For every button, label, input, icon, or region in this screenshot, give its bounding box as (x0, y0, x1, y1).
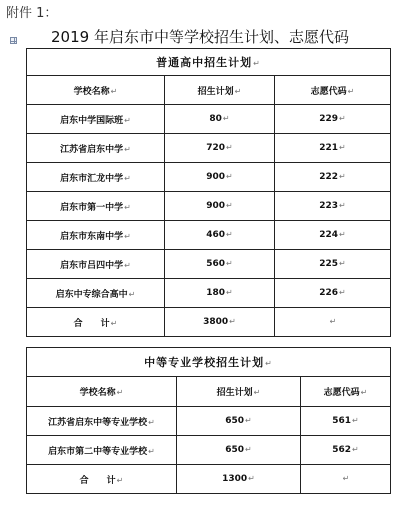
table-row (27, 134, 391, 163)
plan-count: 650↵ (177, 436, 301, 465)
general-section-title: 普通高中招生计划↵ (27, 49, 391, 76)
header-school: 学校名称↵ (27, 377, 177, 407)
attachment-label: 附件 1： (6, 6, 58, 21)
table-header-row (27, 76, 391, 105)
total-plan: 3800↵ (165, 308, 275, 337)
school-name: 启东市第二中等专业学校↵ (27, 436, 177, 465)
total-label: 合 计↵ (27, 465, 177, 494)
plan-count: 180↵ (165, 279, 275, 308)
school-name: 启东市汇龙中学↵ (27, 163, 165, 192)
table-row (27, 407, 391, 436)
choice-code: 223↵ (275, 192, 391, 221)
table-header-row (27, 377, 391, 407)
plan-count: 460↵ (165, 221, 275, 250)
general-high-school-table (26, 48, 391, 337)
total-code: ↵ (275, 308, 391, 337)
table-row (27, 163, 391, 192)
plan-count: 900↵ (165, 163, 275, 192)
total-plan: 1300↵ (177, 465, 301, 494)
school-name: 江苏省启东中学↵ (27, 134, 165, 163)
school-name: 启东中专综合高中↵ (27, 279, 165, 308)
header-plan: 招生计划↵ (165, 76, 275, 105)
choice-code: 225↵ (275, 250, 391, 279)
table-row (27, 192, 391, 221)
header-code: 志愿代码↵ (275, 76, 391, 105)
plan-count: 560↵ (165, 250, 275, 279)
choice-code: 561↵ (301, 407, 391, 436)
total-row (27, 465, 391, 494)
total-label: 合 计↵ (27, 308, 165, 337)
table-row (27, 279, 391, 308)
table-row (27, 221, 391, 250)
school-name: 启东中学国际班↵ (27, 105, 165, 134)
document-title: 2019 年启东市中等学校招生计划、志愿代码 (51, 28, 349, 46)
header-school: 学校名称↵ (27, 76, 165, 105)
header-plan: 招生计划↵ (177, 377, 301, 407)
choice-code: 222↵ (275, 163, 391, 192)
choice-code: 221↵ (275, 134, 391, 163)
table-row (27, 105, 391, 134)
school-name: 启东市吕四中学↵ (27, 250, 165, 279)
plan-count: 900↵ (165, 192, 275, 221)
vocational-section-title: 中等专业学校招生计划↵ (27, 348, 391, 377)
plan-count: 80↵ (165, 105, 275, 134)
school-name: 启东市东南中学↵ (27, 221, 165, 250)
plan-count: 720↵ (165, 134, 275, 163)
total-code: ↵ (301, 465, 391, 494)
choice-code: 226↵ (275, 279, 391, 308)
plan-count: 650↵ (177, 407, 301, 436)
table-row (27, 436, 391, 465)
school-name: 江苏省启东中等专业学校↵ (27, 407, 177, 436)
choice-code: 229↵ (275, 105, 391, 134)
vocational-school-table (26, 347, 391, 494)
header-code: 志愿代码↵ (301, 377, 391, 407)
choice-code: 224↵ (275, 221, 391, 250)
school-name: 启东市第一中学↵ (27, 192, 165, 221)
table-row (27, 250, 391, 279)
total-row (27, 308, 391, 337)
choice-code: 562↵ (301, 436, 391, 465)
